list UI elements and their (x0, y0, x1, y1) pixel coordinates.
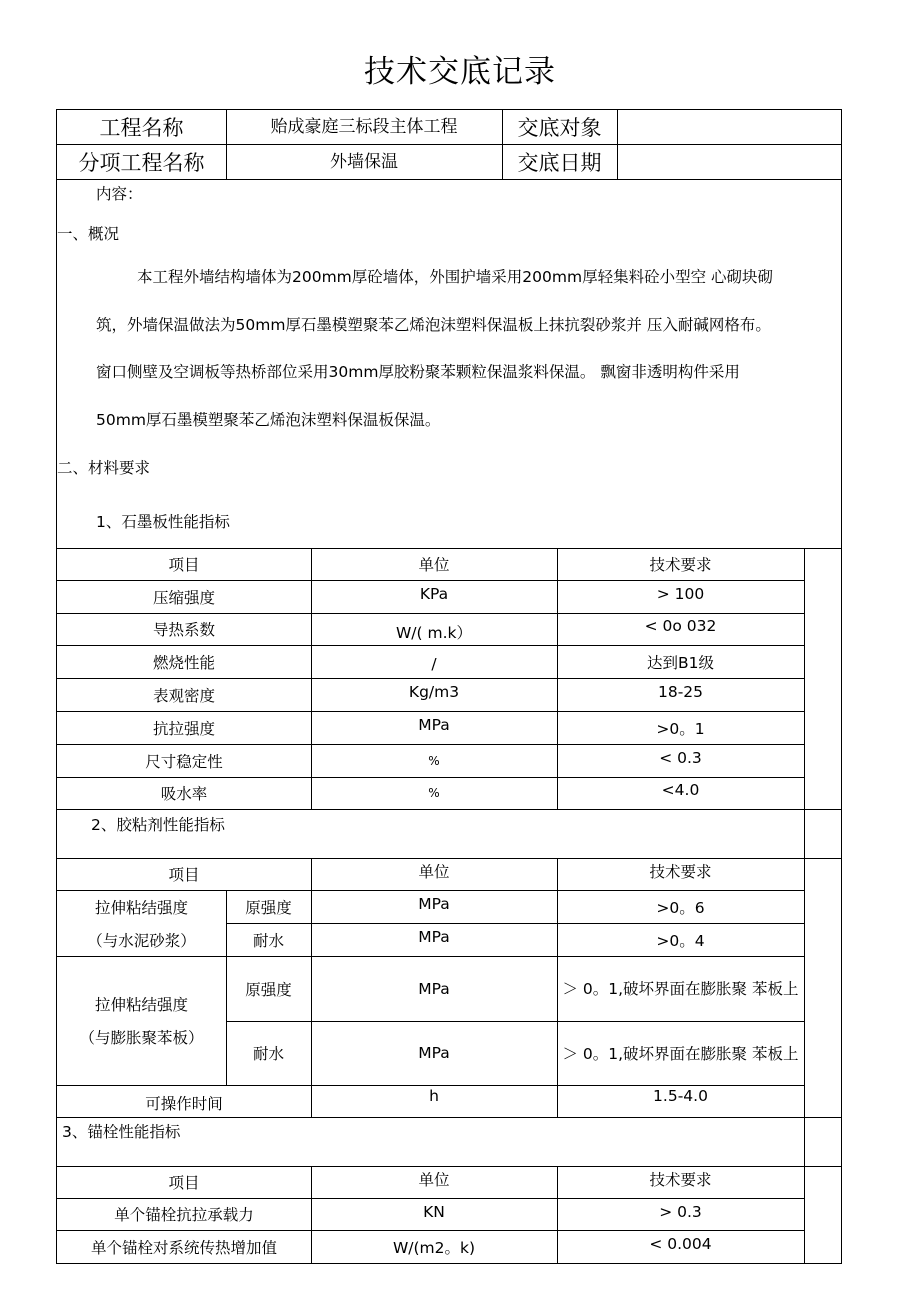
target-value (617, 110, 842, 144)
project-name-label: 工程名称 (99, 116, 184, 140)
adhesive-unit: MPa (418, 928, 450, 946)
adhesive-req: 1.5-4.0 (653, 1087, 708, 1105)
graphite-item: 抗拉强度 (152, 719, 215, 738)
graphite-col-item: 项目 (168, 556, 200, 574)
adhesive-unit: MPa (418, 979, 450, 998)
graphite-col-unit: 单位 (418, 556, 450, 574)
record-form (56, 109, 842, 1264)
materials-heading: 二、材料要求 (57, 459, 151, 477)
anchor-unit: KN (423, 1202, 445, 1221)
graphite-item: 导热系数 (152, 621, 215, 639)
graphite-req: <4.0 (661, 781, 700, 799)
overview-line: 窗口侧壁及空调板等热桥部位采用30mm厚胶粉聚苯颗粒保温浆料保温。 飘窗非透明构件采用 (96, 363, 740, 381)
graphite-item: 尺寸稳定性 (145, 752, 223, 771)
date-label: 交底日期 (517, 151, 602, 175)
overview-line: 50mm厚石墨模塑聚苯乙烯泡沫塑料保温板保温。 (96, 411, 441, 429)
graphite-item: 燃烧性能 (152, 653, 215, 672)
graphite-req: 达到B1级 (647, 653, 714, 672)
content-label: 内容： (96, 185, 143, 203)
anchor-req: > 0.3 (659, 1202, 702, 1221)
adhesive-unit: MPa (418, 1044, 450, 1062)
anchor-col-item: 项目 (168, 1174, 200, 1192)
adhesive-item: 可操作时间 (145, 1094, 223, 1113)
adhesive-group1-label: 拉伸粘结强度 (94, 898, 188, 917)
anchor-unit: W/(m2。k) (392, 1238, 476, 1257)
sub-project-value: 外墙保温 (330, 151, 398, 172)
anchor-col-req: 技术要求 (649, 1171, 712, 1189)
graphite-item: 压缩强度 (152, 588, 215, 607)
anchor-item: 单个锚栓抗拉承载力 (114, 1206, 254, 1224)
graphite-col-req: 技术要求 (649, 556, 712, 574)
adhesive-group2-label: 拉伸粘结强度 (94, 996, 188, 1014)
project-name-value: 贻成豪庭三标段主体工程 (270, 116, 458, 137)
overview-line: 筑，外墙保温做法为50mm厚石墨模塑聚苯乙烯泡沫塑料保温板上抹抗裂砂浆并 压入耐碱网格布。 (96, 316, 771, 334)
adhesive-col-item: 项目 (168, 866, 200, 884)
adhesive-group1-label: （与水泥砂浆） (87, 931, 196, 950)
graphite-unit: MPa (418, 716, 450, 734)
adhesive-sub: 耐水 (252, 1045, 284, 1063)
adhesive-req: ＞ 0。1,破坏界面在膨胀聚 苯板上 (562, 980, 799, 998)
adhesive-unit: h (429, 1087, 439, 1105)
graphite-item: 表观密度 (152, 686, 215, 705)
anchor-title: 3、锚栓性能指标 (62, 1123, 181, 1141)
graphite-unit: % (428, 786, 440, 800)
target-label: 交底对象 (517, 116, 602, 140)
adhesive-col-unit: 单位 (418, 863, 450, 881)
adhesive-title: 2、胶粘剂性能指标 (91, 816, 225, 834)
graphite-req: < 0o 032 (644, 617, 717, 635)
graphite-title: 1、石墨板性能指标 (96, 513, 230, 531)
overview-line: 本工程外墙结构墙体为200mm厚砼墙体，外围护墙采用200mm厚轻集料砼小型空 心砌块砌 (137, 268, 773, 286)
graphite-req: >0。1 (656, 719, 705, 738)
graphite-req: 18-25 (657, 683, 704, 701)
graphite-req: > 100 (656, 585, 705, 603)
anchor-col-unit: 单位 (418, 1171, 450, 1189)
overview-heading: 一、概况 (57, 225, 120, 243)
document-title: 技术交底记录 (364, 54, 556, 90)
graphite-unit: Kg/m3 (408, 683, 460, 701)
anchor-item: 单个锚栓对系统传热增加值 (90, 1238, 277, 1257)
graphite-unit: % (428, 753, 440, 768)
graphite-item: 吸水率 (160, 785, 208, 803)
adhesive-req: >0。6 (656, 898, 705, 917)
adhesive-sub: 原强度 (245, 980, 292, 999)
adhesive-group2-label: （与膨胀聚苯板） (79, 1029, 204, 1047)
graphite-unit: W/( m.k） (395, 624, 473, 642)
graphite-unit: / (431, 655, 437, 673)
date-value (617, 145, 842, 179)
adhesive-unit: MPa (418, 895, 450, 913)
anchor-req: < 0.004 (649, 1234, 712, 1253)
sub-project-label: 分项工程名称 (78, 151, 205, 175)
adhesive-col-req: 技术要求 (649, 863, 712, 881)
graphite-unit: KPa (419, 585, 449, 603)
adhesive-sub: 耐水 (252, 931, 284, 950)
adhesive-sub: 原强度 (245, 898, 292, 917)
adhesive-req: >0。4 (656, 931, 705, 950)
graphite-req: < 0.3 (659, 749, 702, 767)
adhesive-req: ＞ 0。1,破坏界面在膨胀聚 苯板上 (562, 1045, 799, 1063)
